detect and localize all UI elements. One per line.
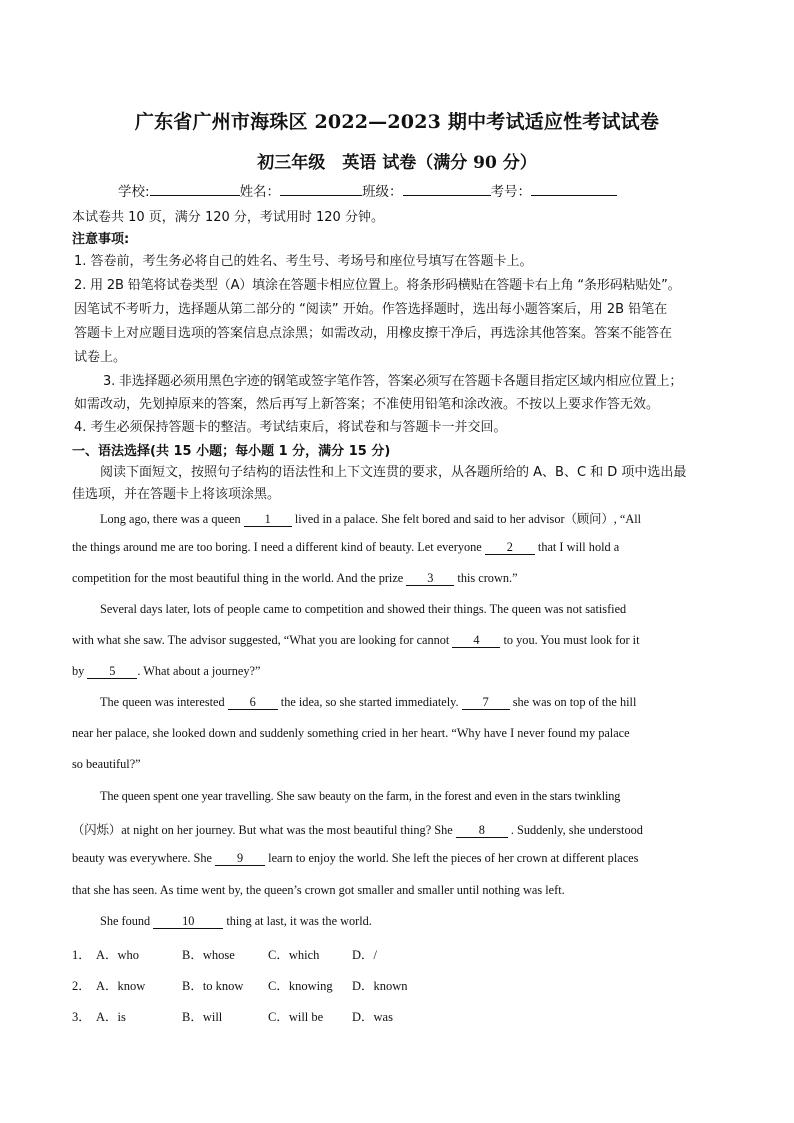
option-b[interactable]: B．to know (182, 979, 244, 993)
notice-line: 2. 用 2B 铅笔将试卷类型（A）填涂在答题卡相应位置上。将条形码横贴在答题卡右上角 “条形码粘贴处”。 (74, 278, 681, 293)
blank-7[interactable]: 7 (462, 696, 510, 710)
blank-4[interactable]: 4 (452, 634, 500, 648)
notice-line: 4. 考生必须保持答题卡的整洁。考试结束后，将试卷和与答题卡一并交回。 (74, 420, 507, 435)
blank-1[interactable]: 1 (244, 513, 292, 527)
blank-2[interactable]: 2 (485, 541, 535, 555)
option-c[interactable]: C．knowing (268, 979, 333, 993)
section-heading: 一、语法选择(共 15 小题；每小题 1 分，满分 15 分) (72, 444, 391, 459)
option-d[interactable]: D．was (352, 1010, 393, 1024)
name-label: 姓名： (239, 184, 281, 200)
notice-line: 答题卡上对应题目选项的答案信息点涂黑；如需改动，用橡皮擦干净后，再选涂其他答案。答案不能答在 (74, 326, 673, 341)
class-label: 班级： (362, 184, 403, 200)
option-a[interactable]: A．who (96, 948, 140, 962)
passage-line: beauty was everywhere. She 9 learn to enjoy the world. She left the pieces of her crown at different places (72, 851, 639, 865)
passage-line: Long ago, there was a queen 1 lived in a palace. She felt bored and said to her advisor（顾问）, “All (100, 512, 642, 526)
notice-line: 因笔试不考听力，选择题从第二部分的 “阅读” 开始。作答选择题时，选出每小题答案后，用 2B 铅笔在 (74, 302, 668, 317)
option-a[interactable]: A．know (96, 979, 146, 993)
exam-intro: 本试卷共 10 页，满分 120 分，考试用时 120 分钟。 (72, 210, 384, 225)
notice-line: 1. 答卷前，考生务必将自己的姓名、考生号、考场号和座位号填写在答题卡上。 (74, 254, 533, 269)
student-info-row (118, 180, 617, 200)
section-instruction: 佳选项，并在答题卡上将该项涂黑。 (72, 487, 281, 502)
notice-heading: 注意事项: (72, 232, 130, 247)
id-label: 考号： (490, 184, 532, 200)
passage-line: the things around me are too boring. I need a different kind of beauty. Let everyone 2 that I will hold a (72, 540, 620, 554)
question-3: 3． A．is B．will C．will be D．was (72, 1007, 393, 1025)
section-instruction: 阅读下面短文，按照句子结构的语法性和上下文连贯的要求，从各题所给的 A、B、C 和 D 项中选出最 (100, 465, 687, 480)
name-blank[interactable] (280, 181, 362, 196)
option-a[interactable]: A．is (96, 1010, 126, 1024)
question-1: 1． A．who B．whose C．which D．/ (72, 945, 377, 963)
class-blank[interactable] (403, 181, 491, 196)
school-label: 学校: (118, 184, 150, 200)
option-c[interactable]: C．will be (268, 1010, 324, 1024)
passage-line: so beautiful?” (72, 757, 141, 771)
blank-8[interactable]: 8 (456, 824, 508, 838)
option-c[interactable]: C．which (268, 948, 320, 962)
blank-5[interactable]: 5 (87, 665, 137, 679)
option-b[interactable]: B．will (182, 1010, 223, 1024)
blank-9[interactable]: 9 (215, 852, 265, 866)
passage-line: She found 10 thing at last, it was the world. (100, 914, 372, 928)
passage-line: （闪烁）at night on her journey. But what was the most beautiful thing? She 8 . Suddenly, she understood (72, 823, 643, 837)
blank-10[interactable]: 10 (153, 915, 223, 929)
notice-line: 如需改动，先划掉原来的答案，然后再写上新答案；不准使用铅笔和涂改液。不按以上要求作答无效。 (74, 397, 660, 412)
notice-line: 3. 非选择题必须用黑色字迹的钢笔或签字笔作答，答案必须写在答题卡各题目指定区域内相应位置上； (103, 374, 683, 389)
passage-line: near her palace, she looked down and suddenly something cried in her heart. “Why have I never found my palace (72, 726, 630, 740)
notice-line: 试卷上。 (74, 350, 127, 365)
id-blank[interactable] (531, 181, 617, 196)
school-blank[interactable] (150, 181, 240, 196)
passage-line: The queen was interested 6 the idea, so she started immediately. 7 she was on top of the hill (100, 695, 637, 709)
passage-line: by 5 . What about a journey?” (72, 664, 261, 678)
exam-title: 广东省广州市海珠区 2022—2023 期中考试适应性考试试卷 (134, 111, 660, 133)
blank-6[interactable]: 6 (228, 696, 278, 710)
exam-subtitle: 初三年级 英语 试卷（满分 90 分） (257, 153, 537, 173)
passage-line: with what she saw. The advisor suggested, “What you are looking for cannot 4 to you. You must look for it (72, 633, 640, 647)
question-2: 2． A．know B．to know C．knowing D．known (72, 976, 408, 994)
passage-line: that she has seen. As time went by, the queen’s crown got smaller and smaller until nothing was left. (72, 883, 565, 897)
option-b[interactable]: B．whose (182, 948, 235, 962)
passage-line: competition for the most beautiful thing in the world. And the prize 3 this crown.” (72, 571, 518, 585)
option-d[interactable]: D．known (352, 979, 408, 993)
passage-line: Several days later, lots of people came to competition and showed their things. The queen was not satisfied (100, 602, 627, 616)
blank-3[interactable]: 3 (406, 572, 454, 586)
option-d[interactable]: D．/ (352, 948, 378, 962)
passage-line: The queen spent one year travelling. She saw beauty on the farm, in the forest and even in the stars twinkling (100, 789, 621, 803)
